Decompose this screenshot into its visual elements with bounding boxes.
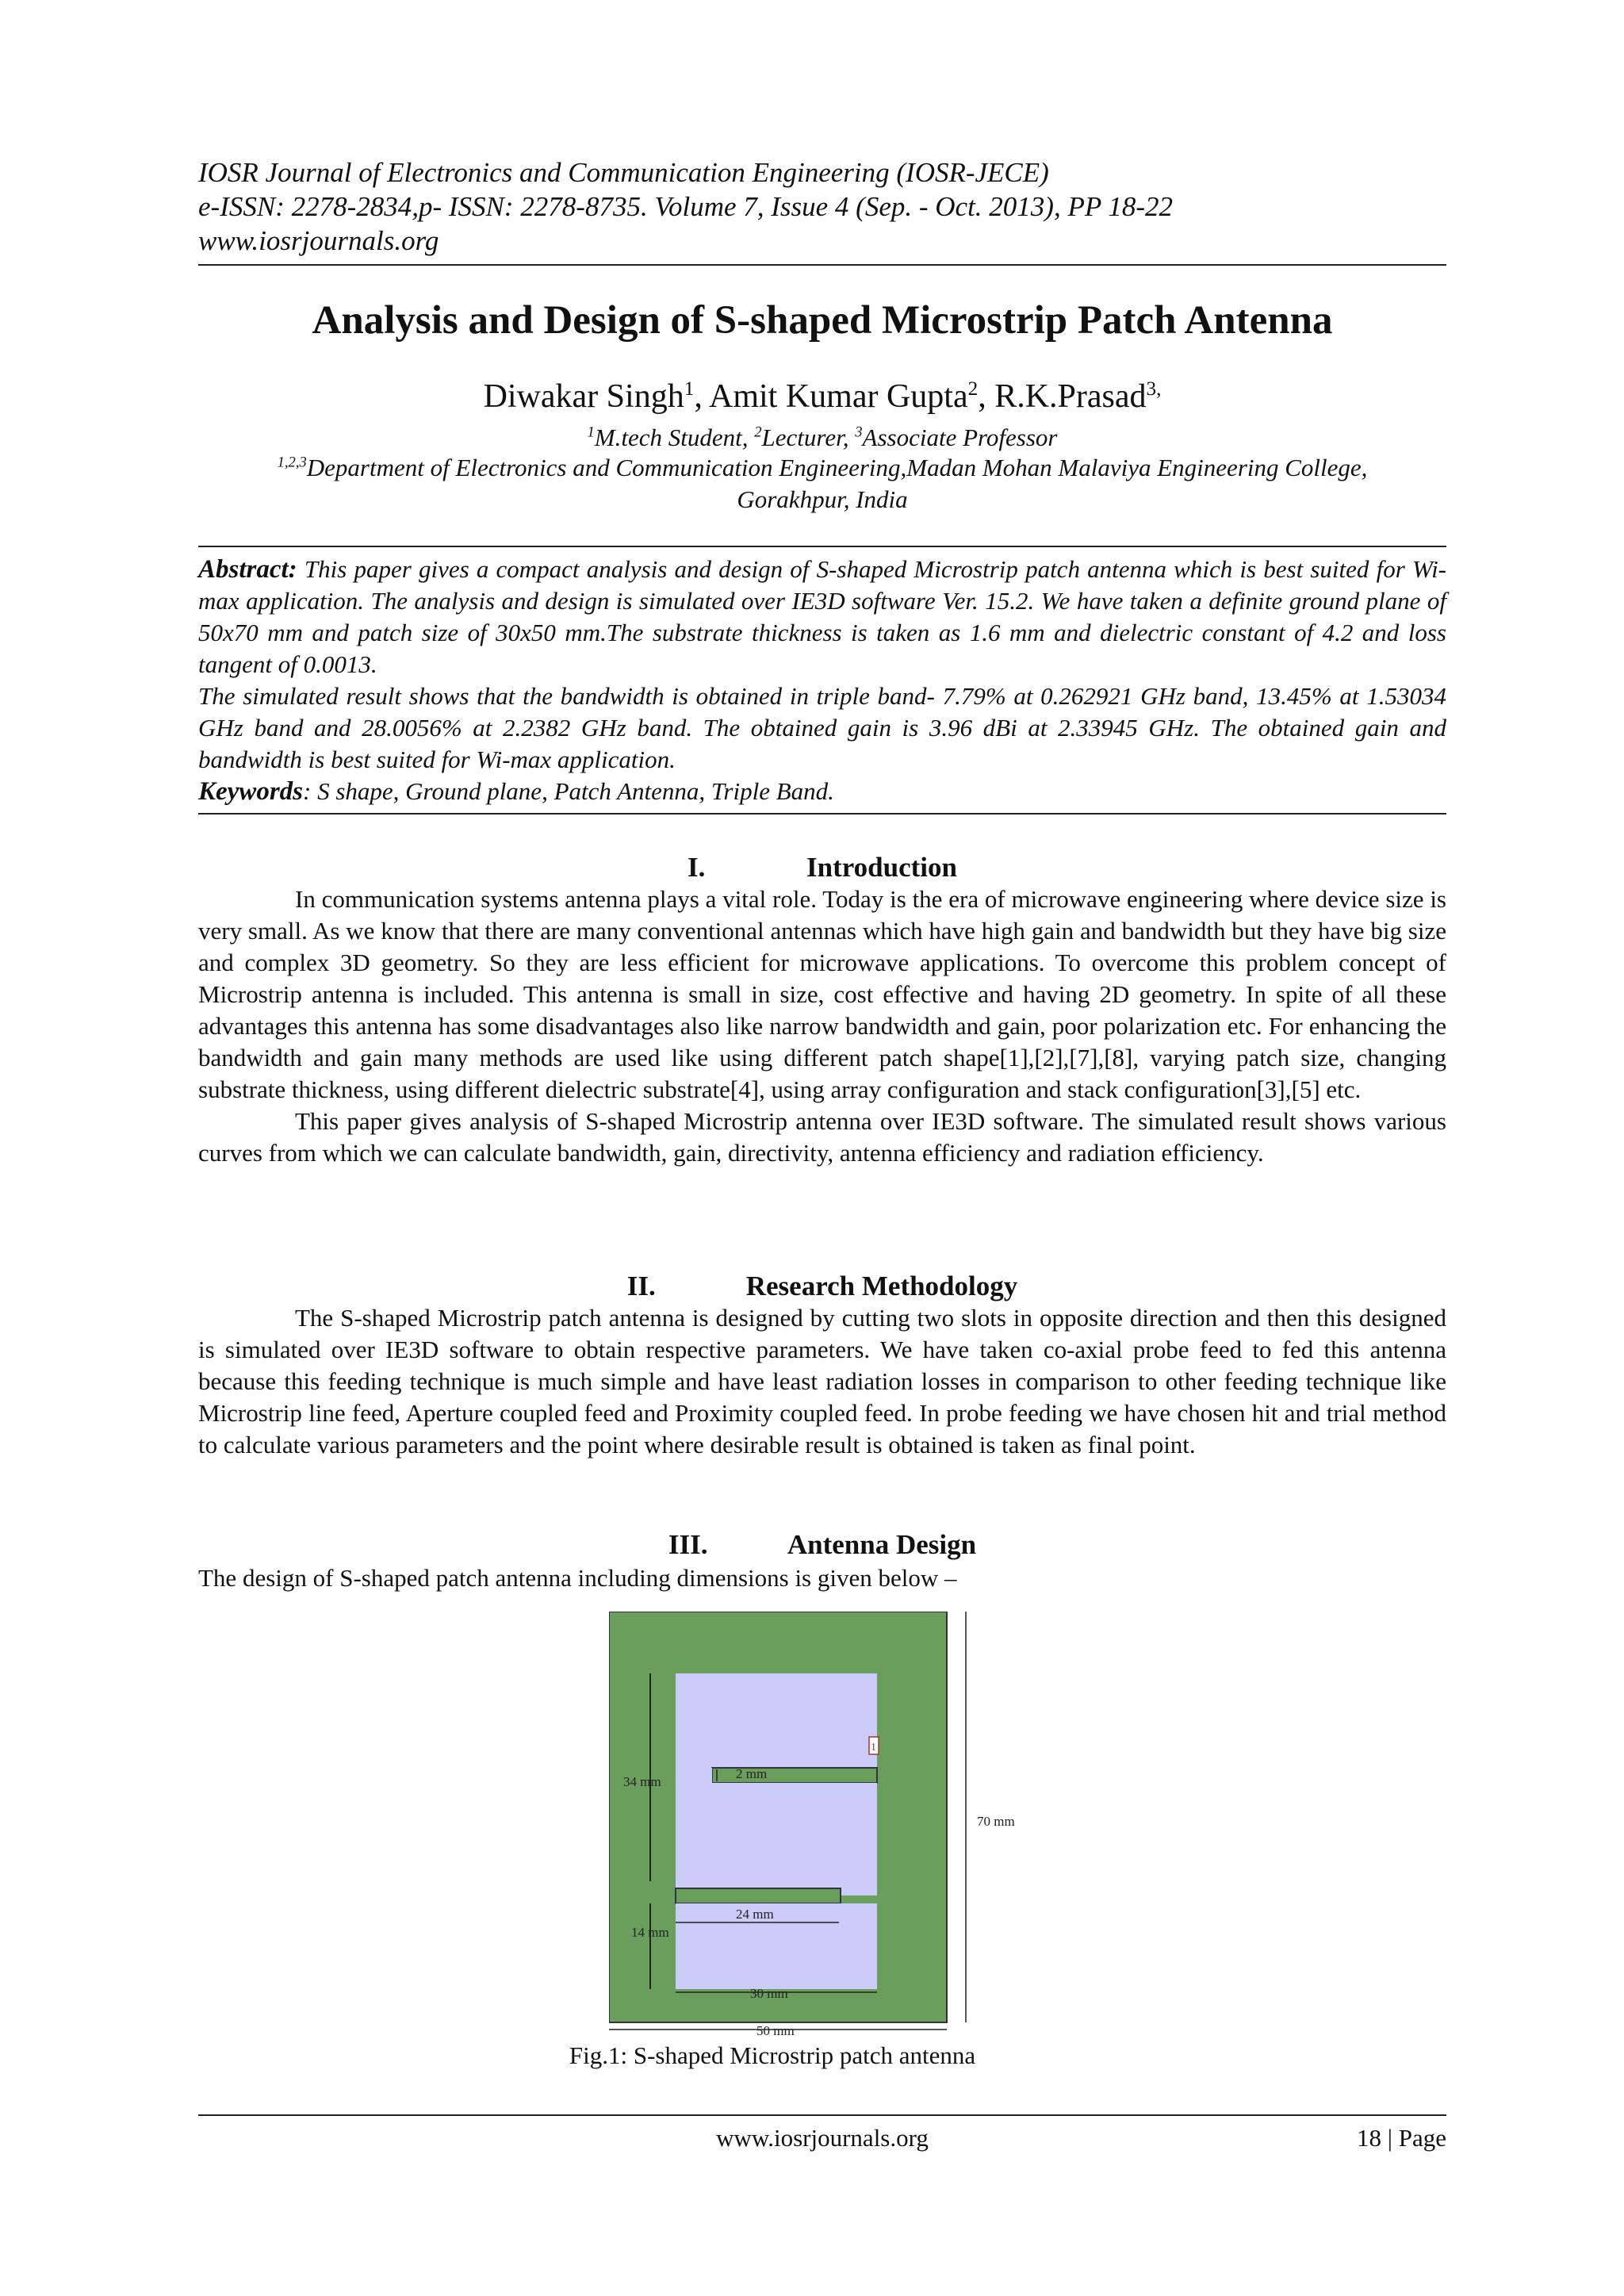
keywords: : S shape, Ground plane, Patch Antenna, Triple Band. [303, 777, 834, 805]
affiliation-sup: 1,2,3 [277, 454, 307, 471]
author-2: , Amit Kumar Gupta [694, 378, 968, 415]
figure-caption-text: Fig.1: S-shaped Microstrip patch antenna [569, 2041, 976, 2069]
antenna-figure [609, 1612, 1212, 2037]
affiliation-line-1: Department of Electronics and Communication Engineering,Madan Mohan Malaviya Engineering College, [306, 454, 1368, 481]
paragraph: The S-shaped Microstrip patch antenna is designed by cutting two slots in opposite direction and then this designed is simulated over IE3D software to obtain respective parameters. We have taken co-axial probe feed to fed this antenna because this feeding technique is much simple and have least radiation losses in comparison to other feeding technique like Microstrip line feed, Aperture coupled feed and Proximity coupled feed. In probe feeding we have chosen hit and trial method to calculate various parameters and the point where desirable result is obtained is taken as final point. [198, 1304, 1446, 1458]
section-heading-antenna-design [198, 1527, 1446, 1562]
role-2: Lecturer, [761, 424, 856, 451]
section-heading-methodology [198, 1269, 1446, 1304]
journal-url: www.iosrjournals.org [198, 225, 439, 256]
figure-caption [0, 2040, 1624, 2072]
affiliation-line-2: Gorakhpur, India [737, 485, 908, 513]
section-title: Antenna Design [787, 1529, 977, 1560]
paper-title: Analysis and Design of S-shaped Microstrip Patch Antenna [312, 298, 1333, 343]
abstract-bottom-rule [198, 813, 1446, 815]
journal-issn: e-ISSN: 2278-2834,p- ISSN: 2278-8735. Volume 7, Issue 4 (Sep. - Oct. 2013), PP 18-22 [198, 191, 1173, 222]
role-2-sup: 2 [754, 424, 762, 441]
footer-page-number: 18 | Page [1357, 2124, 1446, 2152]
abstract-paragraph-1: This paper gives a compact analysis and design of S-shaped Microstrip patch antenna which is best suited for Wi-max application. The analysis and design is simulated over IE3D software Ver. 15.2. We have taken a definite ground plane of 50x70 mm and patch size of 30x50 mm.The substrate thickness is taken as 1.6 mm and dielectric constant of 4.2 and loss tangent of 0.0013. [198, 555, 1447, 678]
author-1: Diwakar Singh [483, 378, 684, 415]
methodology-body [198, 1302, 1446, 1461]
author-3-sup: 3, [1146, 378, 1162, 400]
role-3-sup: 3 [855, 424, 863, 441]
patch-upper-part [676, 1673, 877, 1783]
journal-header [198, 155, 1446, 258]
role-1-sup: 1 [587, 424, 595, 441]
ground-height-label: 70 mm [977, 1814, 1015, 1829]
abstract [198, 554, 1446, 807]
section-number: I. [688, 852, 706, 883]
section-title: Introduction [806, 852, 957, 883]
feed-port-label: 1 [871, 1742, 876, 1754]
upper-length-label: 34 mm [623, 1774, 661, 1789]
author-list [198, 374, 1446, 419]
author-2-sup: 2 [967, 378, 979, 400]
section-heading-introduction [198, 850, 1446, 885]
paragraph: This paper gives analysis of S-shaped Microstrip antenna over IE3D software. The simulated result shows various curves from which we can calculate bandwidth, gain, directivity, antenna efficiency and radiation efficiency. [198, 1107, 1446, 1167]
footer-site: www.iosrjournals.org [716, 2124, 929, 2152]
section-number: III. [668, 1529, 708, 1560]
role-3: Associate Professor [862, 424, 1058, 451]
lower-length-label: 14 mm [631, 1925, 669, 1940]
patch-lower-part [676, 1903, 877, 1989]
abstract-top-rule [198, 546, 1446, 547]
lower-slot [676, 1888, 841, 1903]
keywords-label: Keywords [198, 777, 303, 806]
abstract-label: Abstract: [198, 555, 297, 584]
patch-width-label: 30 mm [750, 1986, 788, 2001]
role-1: M.tech Student, [594, 424, 755, 451]
paragraph: In communication systems antenna plays a vital role. Today is the era of microwave engineering where device size is very small. As we know that there are many conventional antennas which have high gain and bandwidth but they have big size and complex 3D geometry. So they are less efficient for microwave applications. To overcome this problem concept of Microstrip antenna is included. This antenna is small in size, cost effective and having 2D geometry. In spite of all these advantages this antenna has some disadvantages also like narrow bandwidth and gain, poor polarization etc. For enhancing the bandwidth and gain many methods are used like using different patch shape[1],[2],[7],[8], varying patch size, changing substrate thickness, using different dielectric substrate[4], using array configuration and stack configuration[3],[5] etc. [198, 885, 1446, 1103]
footer-rule [198, 2114, 1446, 2116]
introduction-body [198, 884, 1446, 1169]
affiliation [198, 452, 1446, 516]
journal-name: IOSR Journal of Electronics and Communication Engineering (IOSR-JECE) [198, 157, 1049, 188]
author-roles [198, 422, 1446, 454]
antenna-design-intro [198, 1562, 1446, 1594]
section-title: Research Methodology [745, 1271, 1018, 1301]
slot-width-label: 2 mm [736, 1766, 768, 1781]
patch-middle-part [676, 1783, 877, 1895]
author-3: , R.K.Prasad [978, 378, 1147, 415]
figure-intro-text: The design of S-shaped patch antenna including dimensions is given below – [198, 1564, 957, 1592]
ground-width-label: 50 mm [756, 2023, 795, 2037]
header-rule [198, 264, 1446, 266]
author-1-sup: 1 [684, 378, 695, 400]
slot-length-label: 24 mm [736, 1907, 774, 1922]
patch-s-body [676, 1768, 712, 1783]
section-number: II. [626, 1271, 656, 1301]
abstract-paragraph-2: The simulated result shows that the bandwidth is obtained in triple band- 7.79% at 0.262921 GHz band, 13.45% at 1.53034 GHz band and 28.0056% at 2.2382 GHz band. The obtained gain is 3.96 dBi at 2.33945 GHz. The obtained gain and bandwidth is best suited for Wi-max application. [198, 682, 1446, 773]
